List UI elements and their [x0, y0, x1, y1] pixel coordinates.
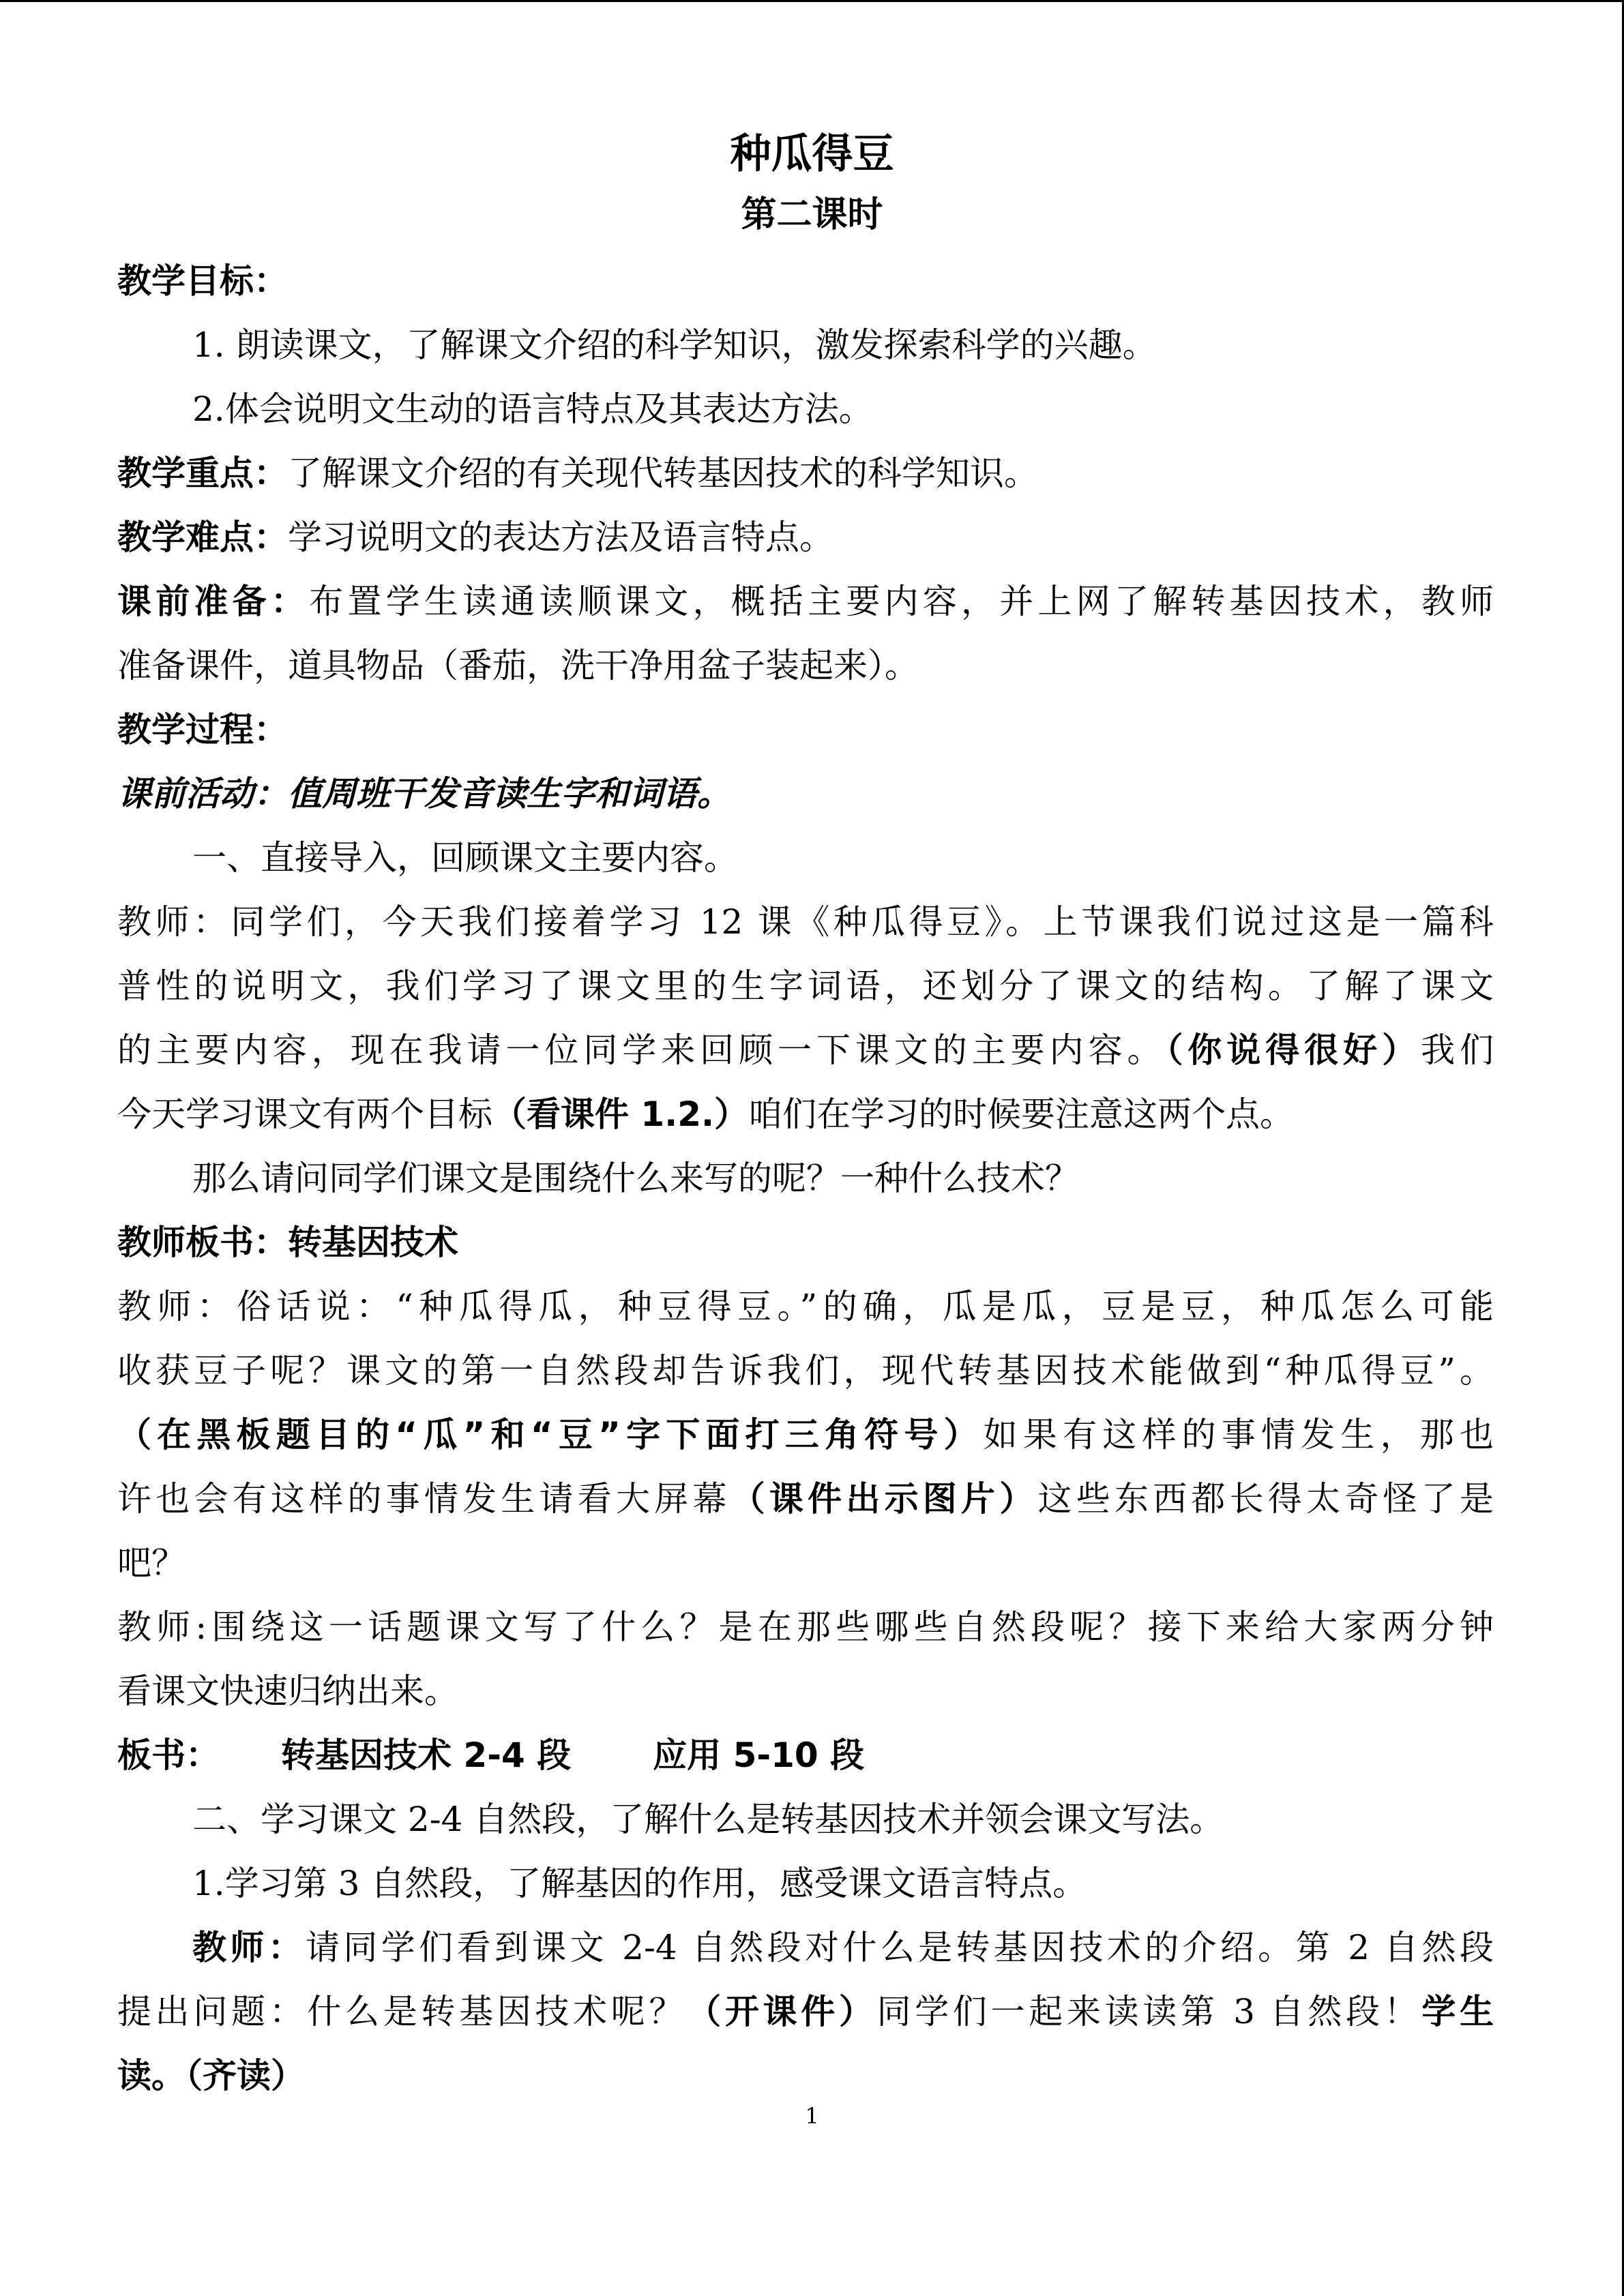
p1-line3-bold: （你说得很好）: [1166, 1030, 1421, 1070]
p3-line3-bold: （在黑板题目的“瓜”和“豆”字下面打三角符号）: [117, 1415, 984, 1455]
pre-activity: 课前活动：值周班干发音读生字和词语。: [117, 774, 731, 814]
paragraph-4-line-2: 看课文快速归纳出来。: [117, 1671, 458, 1711]
p5-line2-end: 学生: [1421, 1992, 1494, 2031]
p1-line4-text: 今天学习课文有两个目标: [117, 1094, 492, 1134]
paragraph-3-line-1: 教师：俗话说：“种瓜得瓜，种豆得豆。”的确，瓜是瓜，豆是豆，种瓜怎么可能: [117, 1287, 1494, 1326]
objectives-heading: 教学目标：: [117, 261, 288, 301]
paragraph-3-line-2: 收获豆子呢？课文的第一自然段却告诉我们，现代转基因技术能做到“种瓜得豆”。: [117, 1351, 1494, 1390]
paragraph-3-line-4: [117, 1467, 1494, 1531]
paragraph-4-line-1: 教师:围绕这一话题课文写了什么？是在那些哪些自然段呢？接下来给大家两分钟: [117, 1607, 1494, 1647]
paragraph-2: 那么请问同学们课文是围绕什么来写的呢？一种什么技术？: [192, 1159, 1079, 1198]
key-point: [117, 441, 1494, 505]
objective-1: 1. 朗读课文，了解课文介绍的科学知识，激发探索科学的兴趣。: [192, 325, 1157, 365]
paragraph-1-line-1: 教师：同学们，今天我们接着学习 12 课《种瓜得豆》。上节课我们说过这是一篇科: [117, 902, 1494, 942]
paragraph-1-line-4: [117, 1082, 1494, 1146]
paragraph-1-line-2: 普性的说明文，我们学习了课文里的生字词语，还划分了课文的结构。了解了课文: [117, 966, 1494, 1006]
p3-line4-bold: （课件出示图片）: [730, 1479, 1038, 1519]
section-2-subheading: 1.学习第 3 自然段，了解基因的作用，感受课文语言特点。: [192, 1864, 1087, 1903]
p1-line3-text: 的主要内容，现在我请一位同学来回顾一下课文的主要内容。: [117, 1030, 1166, 1070]
prep-label: 课前准备：: [117, 582, 310, 621]
p5-line1-text: 请同学们看到课文 2-4 自然段对什么是转基因技术的介绍。第 2 自然段: [306, 1928, 1494, 1967]
objective-2: 2.体会说明文生动的语言特点及其表达方法。: [192, 389, 873, 429]
board-2-label: 板书：: [117, 1735, 220, 1775]
difficulty-text: 学习说明文的表达方法及语言特点。: [288, 518, 833, 557]
p1-line3-end: 我们: [1421, 1030, 1494, 1070]
section-1-heading: 一、直接导入，回顾课文主要内容。: [192, 838, 738, 878]
key-point-text: 了解课文介绍的有关现代转基因技术的科学知识。: [288, 453, 1038, 493]
document-subtitle: 第二课时: [741, 194, 883, 235]
difficulty-label: 教学难点：: [117, 518, 288, 557]
process-heading: 教学过程：: [117, 710, 288, 749]
board-note-1: 教师板书：转基因技术: [117, 1223, 458, 1262]
board-2-item-2: 应用 5-10 段: [653, 1735, 865, 1775]
p5-line2-bold: （开课件）: [687, 1992, 877, 2031]
paragraph-3-line-5: 吧？: [117, 1543, 186, 1583]
p5-line2-text: 提出问题：什么是转基因技术呢？: [117, 1992, 688, 2031]
prep-line-1: [117, 569, 1494, 633]
paragraph-5-line-3: 读。（齐读）: [117, 2056, 305, 2096]
p1-line4-bold: （看课件 1.2.）: [492, 1094, 748, 1134]
p3-line3-text: 如果有这样的事情发生，那也: [983, 1415, 1494, 1455]
section-2-heading: 二、学习课文 2-4 自然段，了解什么是转基因技术并领会课文写法。: [192, 1800, 1224, 1839]
p5-line1-bold: 教师：: [192, 1928, 306, 1967]
difficulty: [117, 505, 1494, 569]
prep-text-1: 布置学生读通读顺课文，概括主要内容，并上网了解转基因技术，教师: [309, 582, 1494, 621]
paragraph-5-line-1: [117, 1915, 1494, 1980]
paragraph-1-line-3: [117, 1018, 1494, 1082]
p5-line2-mid: 同学们一起来读读第 3 自然段！: [876, 1992, 1422, 2031]
p3-line4-text: 许也会有这样的事情发生请看大屏幕: [117, 1479, 731, 1519]
board-2-item-1: 转基因技术 2-4 段: [281, 1735, 572, 1775]
p3-line4-end: 这些东西都长得太奇怪了是: [1037, 1479, 1494, 1519]
p1-line4-end: 咱们在学习的时候要注意这两个点。: [748, 1094, 1294, 1134]
paragraph-5-line-2: [117, 1980, 1494, 2044]
board-note-2: [117, 1723, 1494, 1787]
paragraph-3-line-3: [117, 1403, 1494, 1467]
page-number: 1: [805, 2103, 819, 2129]
prep-line-2: 准备课件，道具物品（番茄，洗干净用盆子装起来）。: [117, 646, 919, 685]
document-title: 种瓜得豆: [730, 130, 894, 178]
key-point-label: 教学重点：: [117, 453, 288, 493]
document-body: [117, 249, 1494, 2108]
